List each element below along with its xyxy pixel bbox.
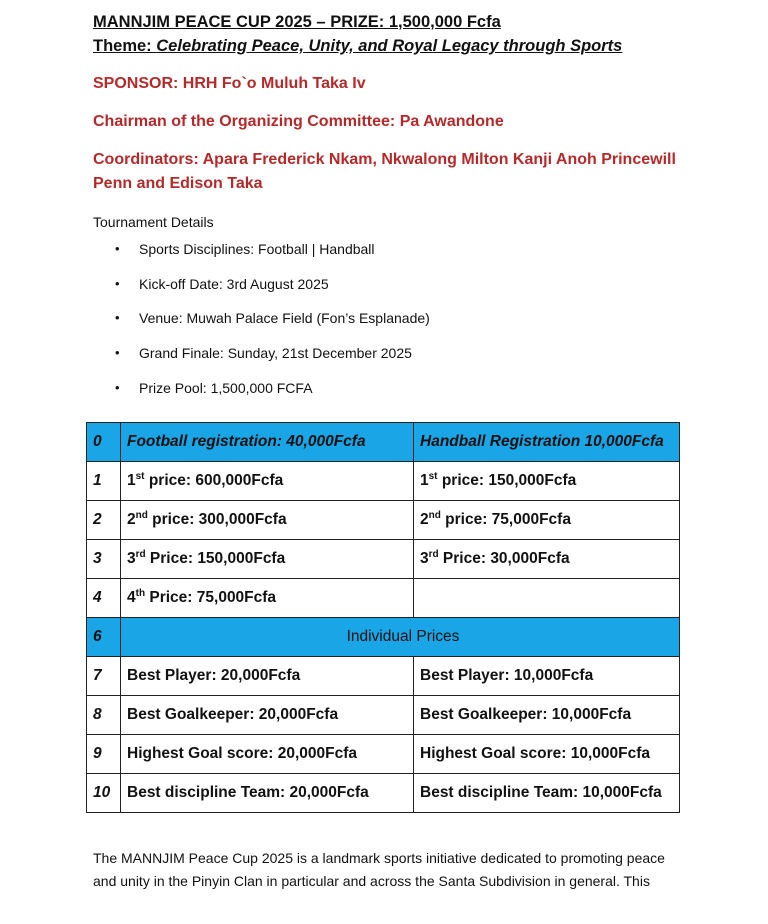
intro-paragraph: The MANNJIM Peace Cup 2025 is a landmark sports initiative dedicated to promoting peace and unity in the Pinyin Clan in particular and across the Santa Subdivision in general. This: [93, 850, 665, 889]
table-row: [87, 774, 680, 813]
row-number: 10: [87, 774, 121, 813]
table-row: [87, 540, 680, 579]
row-number: 6: [87, 618, 121, 657]
details-item: • Grand Finale: Sunday, 21st December 2025: [93, 336, 693, 371]
row-number: 4: [87, 579, 121, 618]
row-number: 9: [87, 735, 121, 774]
section-header-cell: Individual Prices: [121, 618, 680, 657]
theme-label: Theme:: [93, 37, 157, 55]
rank: 1: [127, 472, 136, 489]
row-number: 7: [87, 657, 121, 696]
rank: 4: [127, 589, 136, 606]
football-cell: [121, 462, 414, 501]
handball-cell: [414, 501, 680, 540]
rank-suffix: nd: [428, 509, 441, 521]
prize-table: [86, 422, 680, 813]
details-list: [93, 232, 693, 405]
rank: 3: [420, 550, 429, 567]
details-item: • Prize Pool: 1,500,000 FCFA: [93, 371, 693, 406]
football-cell: [121, 501, 414, 540]
table-row: [87, 735, 680, 774]
coordinators-line: Coordinators: Apara Frederick Nkam, Nkwalong Milton Kanji Anoh Princewill Penn and Edison Taka: [93, 151, 676, 192]
rank-suffix: rd: [135, 548, 146, 560]
prize-text: Price: 150,000Fcfa: [145, 550, 286, 567]
table-row: [87, 657, 680, 696]
details-item: • Sports Disciplines: Football | Handball: [93, 232, 693, 267]
row-number: 0: [87, 423, 121, 462]
row-number: 2: [87, 501, 121, 540]
chairman-line: Chairman of the Organizing Committee: Pa Awandone: [93, 113, 504, 130]
handball-cell: [414, 462, 680, 501]
table-row: [87, 579, 680, 618]
football-cell: Football registration: 40,000Fcfa: [121, 423, 414, 462]
table-row: [87, 501, 680, 540]
row-number: 3: [87, 540, 121, 579]
prize-text: price: 600,000Fcfa: [144, 472, 284, 489]
football-cell: Best discipline Team: 20,000Fcfa: [121, 774, 414, 813]
handball-cell: [414, 540, 680, 579]
handball-cell: Best Player: 10,000Fcfa: [414, 657, 680, 696]
prize-text: price: 300,000Fcfa: [147, 511, 287, 528]
rank-suffix: st: [428, 470, 438, 482]
prize-text: Price: 75,000Fcfa: [145, 589, 277, 606]
table-row: [87, 462, 680, 501]
football-cell: Best Player: 20,000Fcfa: [121, 657, 414, 696]
rank: 3: [127, 550, 136, 567]
handball-cell: Best discipline Team: 10,000Fcfa: [414, 774, 680, 813]
rank-suffix: nd: [135, 509, 148, 521]
document-title: MANNJIM PEACE CUP 2025 – PRIZE: 1,500,000 Fcfa: [93, 13, 501, 31]
handball-cell: Handball Registration 10,000Fcfa: [414, 423, 680, 462]
handball-cell: [414, 579, 680, 618]
details-title: Tournament Details: [93, 214, 214, 230]
prize-text: Price: 30,000Fcfa: [438, 550, 570, 567]
prize-text: price: 75,000Fcfa: [440, 511, 571, 528]
rank-suffix: th: [135, 587, 146, 599]
rank: 2: [127, 511, 136, 528]
sponsor-line: SPONSOR: HRH Fo`o Muluh Taka Iv: [93, 75, 366, 92]
football-cell: [121, 579, 414, 618]
row-number: 1: [87, 462, 121, 501]
handball-cell: Best Goalkeeper: 10,000Fcfa: [414, 696, 680, 735]
handball-cell: Highest Goal score: 10,000Fcfa: [414, 735, 680, 774]
rank: 1: [420, 472, 429, 489]
football-cell: Best Goalkeeper: 20,000Fcfa: [121, 696, 414, 735]
details-item: • Venue: Muwah Palace Field (Fon’s Esplanade): [93, 301, 693, 336]
details-item: • Kick-off Date: 3rd August 2025: [93, 267, 693, 302]
rank-suffix: st: [135, 470, 145, 482]
prize-text: price: 150,000Fcfa: [437, 472, 577, 489]
table-row: [87, 423, 680, 462]
theme-line: [93, 34, 693, 58]
rank-suffix: rd: [428, 548, 439, 560]
table-row: [87, 618, 680, 657]
row-number: 8: [87, 696, 121, 735]
football-cell: [121, 540, 414, 579]
theme-value: Celebrating Peace, Unity, and Royal Legacy through Sports: [156, 37, 623, 55]
document-page: [93, 10, 693, 405]
rank: 2: [420, 511, 429, 528]
football-cell: Highest Goal score: 20,000Fcfa: [121, 735, 414, 774]
table-row: [87, 696, 680, 735]
